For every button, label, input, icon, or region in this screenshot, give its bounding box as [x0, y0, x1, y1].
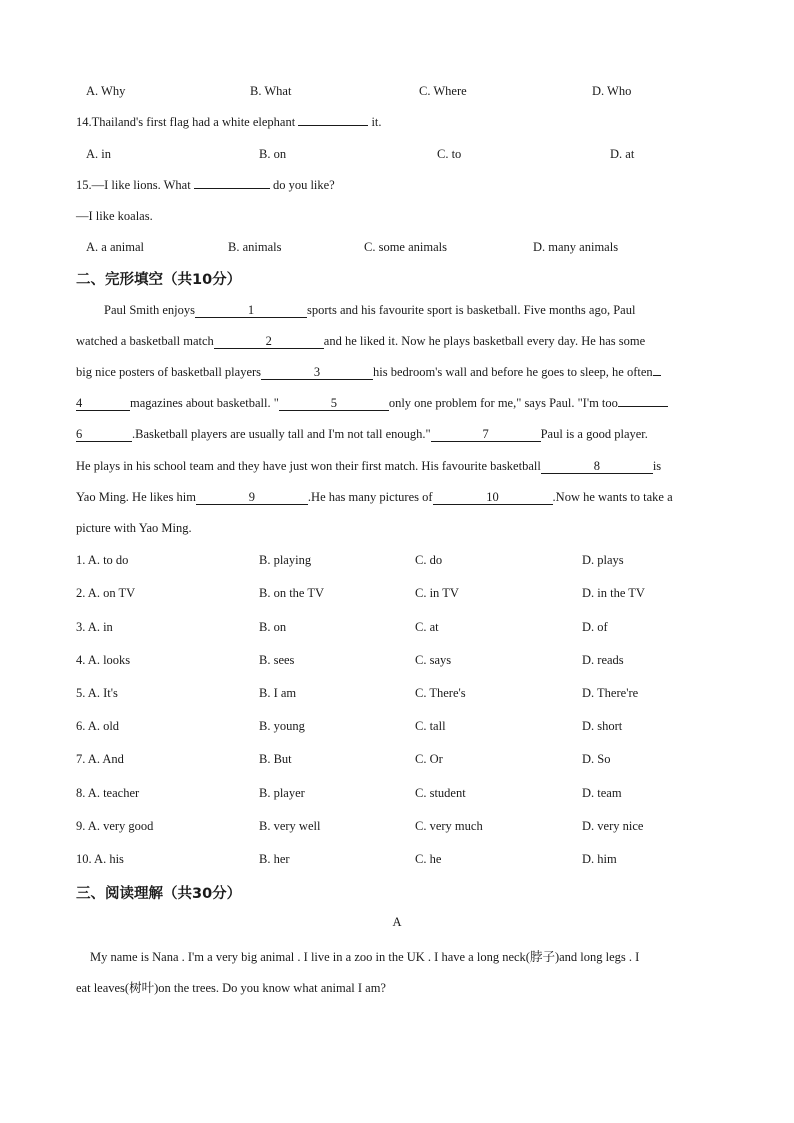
q14-blank[interactable]	[298, 125, 368, 126]
cloze-text: watched a basketball match	[76, 334, 214, 348]
choice-1-b[interactable]: B. playing	[259, 553, 312, 567]
q15-stem-end: do you like?	[272, 178, 335, 192]
q14-option-c[interactable]: C. to	[437, 147, 462, 161]
cloze-line-3	[76, 365, 661, 380]
cloze-text: and he liked it. Now he plays basketball every day. He has some	[323, 334, 646, 348]
cloze-blank-2[interactable]: 2	[214, 334, 324, 349]
choice-6-b[interactable]: B. young	[259, 719, 305, 733]
cloze-line-7	[76, 490, 673, 505]
q14-option-b[interactable]: B. on	[259, 147, 287, 161]
q15-option-a[interactable]: A. a animal	[86, 240, 144, 254]
q14-stem-text: 14.Thailand's first flag had a white elephant	[76, 115, 296, 129]
cloze-blank-7[interactable]: 7	[431, 427, 541, 442]
cloze-text: Paul is a good player.	[540, 427, 648, 441]
cloze-line-4	[76, 396, 668, 411]
cloze-text: only one problem for me," says Paul. "I'm too	[388, 396, 618, 410]
q14-stem	[76, 115, 382, 130]
cloze-line-2	[76, 334, 645, 349]
choice-10-c[interactable]: C. he	[415, 852, 442, 866]
q15-blank[interactable]	[194, 188, 270, 189]
choice-4-d[interactable]: D. reads	[582, 653, 624, 667]
choice-4-a[interactable]: 4. A. looks	[76, 653, 131, 667]
choice-10-b[interactable]: B. her	[259, 852, 290, 866]
cloze-blank-10[interactable]: 10	[433, 490, 553, 505]
cloze-text: Yao Ming. He likes him	[76, 490, 196, 504]
section-3-title: 三、阅读理解（共30分）	[76, 886, 242, 902]
choice-5-c[interactable]: C. There's	[415, 686, 466, 700]
cloze-text: magazines about basketball. "	[130, 396, 279, 410]
passage-label: A	[392, 915, 402, 929]
q13-option-b[interactable]: B. What	[250, 84, 292, 98]
choice-5-a[interactable]: 5. A. It's	[76, 686, 118, 700]
q14-stem-end: it.	[371, 115, 382, 129]
cloze-blank-6[interactable]: 6	[76, 427, 132, 442]
choice-10-a[interactable]: 10. A. his	[76, 852, 124, 866]
choice-9-a[interactable]: 9. A. very good	[76, 819, 154, 833]
choice-2-c[interactable]: C. in TV	[415, 586, 459, 600]
q14-option-d[interactable]: D. at	[610, 147, 635, 161]
choice-5-d[interactable]: D. There're	[582, 686, 639, 700]
cloze-blank-4[interactable]: 4	[76, 396, 130, 411]
choice-9-b[interactable]: B. very well	[259, 819, 321, 833]
choice-4-c[interactable]: C. says	[415, 653, 452, 667]
cloze-text: .Now he wants to take a	[552, 490, 673, 504]
q15-stem-text: 15.—I like lions. What	[76, 178, 191, 192]
q15-option-c[interactable]: C. some animals	[364, 240, 447, 254]
choice-10-d[interactable]: D. him	[582, 852, 617, 866]
choice-8-d[interactable]: D. team	[582, 786, 622, 800]
choice-3-d[interactable]: D. of	[582, 620, 608, 634]
choice-6-a[interactable]: 6. A. old	[76, 719, 120, 733]
choice-8-b[interactable]: B. player	[259, 786, 305, 800]
choice-7-d[interactable]: D. So	[582, 752, 611, 766]
choice-1-a[interactable]: 1. A. to do	[76, 553, 129, 567]
q15-reply: —I like koalas.	[76, 209, 153, 223]
cloze-line-8: picture with Yao Ming.	[76, 521, 192, 535]
choice-9-d[interactable]: D. very nice	[582, 819, 644, 833]
choice-8-c[interactable]: C. student	[415, 786, 466, 800]
cloze-text: .He has many pictures of	[307, 490, 433, 504]
cloze-text: big nice posters of basketball players	[76, 365, 262, 379]
reading-line-2: eat leaves(树叶)on the trees. Do you know what animal I am?	[76, 981, 386, 995]
cloze-text: sports and his favourite sport is basketball. Five months ago, Paul	[306, 303, 636, 317]
cloze-text: Paul Smith enjoys	[104, 303, 195, 317]
cloze-blank-trail	[653, 375, 661, 376]
choice-2-b[interactable]: B. on the TV	[259, 586, 325, 600]
choice-7-b[interactable]: B. But	[259, 752, 292, 766]
choice-3-a[interactable]: 3. A. in	[76, 620, 113, 634]
q13-option-a[interactable]: A. Why	[86, 84, 126, 98]
choice-6-c[interactable]: C. tall	[415, 719, 446, 733]
choice-2-d[interactable]: D. in the TV	[582, 586, 645, 600]
choice-7-c[interactable]: C. Or	[415, 752, 443, 766]
q15-stem	[76, 178, 335, 193]
choice-1-d[interactable]: D. plays	[582, 553, 624, 567]
cloze-text: He plays in his school team and they have just won their first match. His favourite basketball	[76, 459, 541, 473]
q13-option-d[interactable]: D. Who	[592, 84, 632, 98]
choice-5-b[interactable]: B. I am	[259, 686, 297, 700]
choice-3-b[interactable]: B. on	[259, 620, 287, 634]
choice-3-c[interactable]: C. at	[415, 620, 439, 634]
q15-option-b[interactable]: B. animals	[228, 240, 282, 254]
section-2-title: 二、完形填空（共10分）	[76, 272, 242, 288]
choice-6-d[interactable]: D. short	[582, 719, 623, 733]
cloze-line-5	[76, 427, 648, 442]
cloze-blank-1[interactable]: 1	[195, 303, 307, 318]
choice-1-c[interactable]: C. do	[415, 553, 443, 567]
choice-4-b[interactable]: B. sees	[259, 653, 295, 667]
cloze-line-1	[104, 303, 635, 318]
cloze-text: .Basketball players are usually tall and I'm not tall enough."	[132, 427, 431, 441]
choice-2-a[interactable]: 2. A. on TV	[76, 586, 136, 600]
cloze-blank-5[interactable]: 5	[279, 396, 389, 411]
q13-option-c[interactable]: C. Where	[419, 84, 467, 98]
cloze-line-6	[76, 459, 661, 474]
cloze-text: is	[652, 459, 662, 473]
cloze-blank-3[interactable]: 3	[261, 365, 373, 380]
cloze-blank-8[interactable]: 8	[541, 459, 653, 474]
q15-option-d[interactable]: D. many animals	[533, 240, 619, 254]
choice-8-a[interactable]: 8. A. teacher	[76, 786, 140, 800]
cloze-blank-9[interactable]: 9	[196, 490, 308, 505]
reading-line-1: My name is Nana . I'm a very big animal . I live in a zoo in the UK . I have a long neck(脖子)and long legs . I	[90, 950, 640, 964]
choice-9-c[interactable]: C. very much	[415, 819, 483, 833]
cloze-text: his bedroom's wall and before he goes to sleep, he often	[373, 365, 653, 379]
q14-option-a[interactable]: A. in	[86, 147, 111, 161]
cloze-blank-6a	[618, 406, 668, 407]
choice-7-a[interactable]: 7. A. And	[76, 752, 124, 766]
